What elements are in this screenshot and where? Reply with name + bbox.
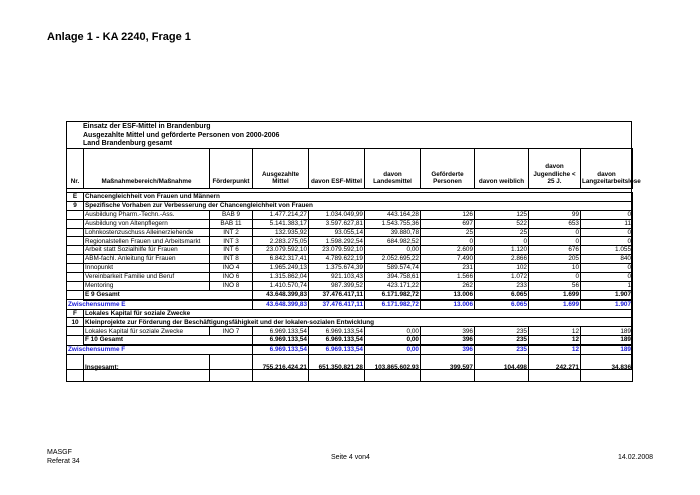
zw-mittel: 6.969.133,54 bbox=[253, 345, 309, 354]
row-weibl: 2.866 bbox=[475, 255, 529, 264]
row-foerderpunkt: INO 8 bbox=[210, 281, 253, 290]
total-landes: 103.865.602,93 bbox=[365, 355, 421, 382]
table-title bbox=[83, 123, 279, 149]
section-label: Spezifische Vorhaben zur Verbesserung der Chancengleichheit von Frauen bbox=[84, 201, 633, 210]
section-nr: E bbox=[67, 193, 84, 202]
row-pers: 262 bbox=[421, 281, 475, 290]
zw-esf: 6.969.133,54 bbox=[309, 345, 365, 354]
row-esf: 4.789.622,19 bbox=[309, 255, 365, 264]
row-weibl: 1.120 bbox=[475, 246, 529, 255]
row-nr bbox=[67, 336, 84, 345]
row-nr bbox=[67, 255, 84, 264]
page-title: Anlage 1 - KA 2240, Frage 1 bbox=[47, 31, 191, 43]
table-title-line-3: Land Brandenburg gesamt bbox=[83, 140, 173, 147]
table-row bbox=[67, 255, 633, 264]
row-weibl: 235 bbox=[475, 327, 529, 336]
row-mittel: 2.283.275,05 bbox=[253, 237, 309, 246]
row-esf: 1.598.292,54 bbox=[309, 237, 365, 246]
row-jug: 56 bbox=[529, 281, 581, 290]
subtotal-weibl: 6.065 bbox=[475, 290, 529, 299]
row-foerderpunkt: INT 8 bbox=[210, 255, 253, 264]
page-number: Seite 4 von4 bbox=[331, 454, 370, 461]
section-row bbox=[67, 193, 633, 202]
row-lang: 11 bbox=[581, 219, 633, 228]
row-pers: 231 bbox=[421, 264, 475, 273]
row-jug: 0 bbox=[529, 228, 581, 237]
row-pers: 0 bbox=[421, 237, 475, 246]
row-landes: 0,00 bbox=[365, 327, 421, 336]
row-esf: 23.079.592,10 bbox=[309, 246, 365, 255]
row-esf: 1.375.674,39 bbox=[309, 264, 365, 273]
row-mittel: 1.410.570,74 bbox=[253, 281, 309, 290]
row-label: ABM-fachl. Anleitung für Frauen bbox=[84, 255, 210, 264]
header-row bbox=[67, 149, 633, 189]
row-esf: 3.597.627,81 bbox=[309, 219, 365, 228]
col-mittel: Ausgezahlte Mittel bbox=[253, 149, 309, 189]
row-lang: 0 bbox=[581, 264, 633, 273]
subtotal-landes: 6.171.982,72 bbox=[365, 290, 421, 299]
zw-esf: 37.476.417,11 bbox=[309, 300, 365, 309]
row-mittel: 132.935,92 bbox=[253, 228, 309, 237]
zw-weibl: 235 bbox=[475, 345, 529, 354]
row-pers: 2.609 bbox=[421, 246, 475, 255]
row-nr bbox=[67, 290, 84, 299]
row-label: F 10 Gesamt bbox=[84, 336, 253, 345]
row-lang: 1 bbox=[581, 281, 633, 290]
row-landes: 394.758,61 bbox=[365, 273, 421, 282]
zw-mittel: 43.648.399,83 bbox=[253, 300, 309, 309]
col-foerderpunkt: Förderpunkt bbox=[210, 149, 253, 189]
subtotal-lang: 1.907 bbox=[581, 290, 633, 299]
row-pers: 7.490 bbox=[421, 255, 475, 264]
subtotal-jug: 12 bbox=[529, 336, 581, 345]
row-label: Innopunkt bbox=[84, 264, 210, 273]
row-esf: 921.103,43 bbox=[309, 273, 365, 282]
col-langzeit: davon Langzeitarbeitslose bbox=[581, 149, 633, 189]
col-esf: davon ESF-Mittel bbox=[309, 149, 365, 189]
zw-landes: 0,00 bbox=[365, 345, 421, 354]
row-foerderpunkt: INO 6 bbox=[210, 273, 253, 282]
row-pers: 697 bbox=[421, 219, 475, 228]
col-bereich: Maßnahmebereich/Maßnahme bbox=[84, 149, 210, 189]
row-esf: 1.034.049,99 bbox=[309, 210, 365, 219]
col-nr: Nr. bbox=[67, 149, 84, 189]
row-nr bbox=[67, 273, 84, 282]
col-personen: Geförderte Personen bbox=[421, 149, 475, 189]
row-lang: 1.055 bbox=[581, 246, 633, 255]
row-weibl: 0 bbox=[475, 237, 529, 246]
zwischensumme-row bbox=[67, 300, 633, 309]
zw-lang: 189 bbox=[581, 345, 633, 354]
row-foerderpunkt: INO 4 bbox=[210, 264, 253, 273]
total-jug: 242.271 bbox=[529, 355, 581, 382]
total-pers: 399.597 bbox=[421, 355, 475, 382]
col-jugend: davon Jugendliche < 25 J. bbox=[529, 149, 581, 189]
row-lang: 0 bbox=[581, 210, 633, 219]
row-label: E 9 Gesamt bbox=[84, 290, 253, 299]
subtotal-weibl: 235 bbox=[475, 336, 529, 345]
row-mittel: 1.965.249,13 bbox=[253, 264, 309, 273]
subtotal-esf: 6.969.133,54 bbox=[309, 336, 365, 345]
row-mittel: 1.477.214,27 bbox=[253, 210, 309, 219]
table-row bbox=[67, 246, 633, 255]
footer-referat: Referat 34 bbox=[47, 458, 80, 465]
row-landes: 443.164,28 bbox=[365, 210, 421, 219]
zw-jug: 12 bbox=[529, 345, 581, 354]
esf-table bbox=[66, 148, 641, 382]
row-jug: 10 bbox=[529, 264, 581, 273]
zw-weibl: 6.065 bbox=[475, 300, 529, 309]
row-esf: 6.969.133,54 bbox=[309, 327, 365, 336]
subtotal-mittel: 43.648.399,83 bbox=[253, 290, 309, 299]
zw-jug: 1.699 bbox=[529, 300, 581, 309]
subtotal-jug: 1.699 bbox=[529, 290, 581, 299]
row-foerderpunkt bbox=[210, 355, 253, 382]
row-jug: 0 bbox=[529, 237, 581, 246]
subtotal-row bbox=[67, 336, 633, 345]
subtotal-landes: 0,00 bbox=[365, 336, 421, 345]
row-weibl: 25 bbox=[475, 228, 529, 237]
row-foerderpunkt: INT 6 bbox=[210, 246, 253, 255]
row-label: Ausbildung von Altenpflegern bbox=[84, 219, 210, 228]
row-lang: 0 bbox=[581, 237, 633, 246]
total-esf: 651.350.821,28 bbox=[309, 355, 365, 382]
zwischensumme-row bbox=[67, 345, 633, 354]
row-lang: 189 bbox=[581, 327, 633, 336]
row-mittel: 23.079.592,10 bbox=[253, 246, 309, 255]
row-landes: 39.880,78 bbox=[365, 228, 421, 237]
row-weibl: 1.072 bbox=[475, 273, 529, 282]
row-mittel: 1.315.862,04 bbox=[253, 273, 309, 282]
row-weibl: 522 bbox=[475, 219, 529, 228]
grand-total-row bbox=[67, 355, 633, 382]
row-esf: 93.055,14 bbox=[309, 228, 365, 237]
row-pers: 126 bbox=[421, 210, 475, 219]
total-mittel: 755.216.424,21 bbox=[253, 355, 309, 382]
col-landes: davon Landesmittel bbox=[365, 149, 421, 189]
footer-date: 14.02.2008 bbox=[618, 454, 654, 461]
row-nr bbox=[67, 355, 84, 382]
row-jug: 676 bbox=[529, 246, 581, 255]
row-landes: 684.982,52 bbox=[365, 237, 421, 246]
subtotal-pers: 396 bbox=[421, 336, 475, 345]
subtotal-row bbox=[67, 290, 633, 299]
row-jug: 653 bbox=[529, 219, 581, 228]
zw-lang: 1.907 bbox=[581, 300, 633, 309]
subtotal-lang: 189 bbox=[581, 336, 633, 345]
row-weibl: 125 bbox=[475, 210, 529, 219]
row-nr bbox=[67, 210, 84, 219]
row-landes: 0,00 bbox=[365, 246, 421, 255]
row-esf: 987.399,52 bbox=[309, 281, 365, 290]
table-row bbox=[67, 228, 633, 237]
row-nr bbox=[67, 281, 84, 290]
section-label: Kleinprojekte zur Förderung der Beschäftigungsfähigkeit und der lokalen-sozialen Entwicklung bbox=[84, 318, 633, 327]
row-mittel: 5.141.383,17 bbox=[253, 219, 309, 228]
row-label: Mentoring bbox=[84, 281, 210, 290]
row-nr bbox=[67, 228, 84, 237]
row-lang: 0 bbox=[581, 273, 633, 282]
section-nr: 9 bbox=[67, 201, 84, 210]
row-foerderpunkt: INT 2 bbox=[210, 228, 253, 237]
table-row bbox=[67, 264, 633, 273]
row-nr bbox=[67, 246, 84, 255]
row-label: Regionalstellen Frauen und Arbeitsmarkt bbox=[84, 237, 210, 246]
row-pers: 25 bbox=[421, 228, 475, 237]
table-row bbox=[67, 281, 633, 290]
section-row bbox=[67, 309, 633, 318]
row-mittel: 6.842.317,41 bbox=[253, 255, 309, 264]
section-row bbox=[67, 318, 633, 327]
subtotal-pers: 13.006 bbox=[421, 290, 475, 299]
row-label: Vereinbarkeit Familie und Beruf bbox=[84, 273, 210, 282]
row-foerderpunkt: BAB 9 bbox=[210, 210, 253, 219]
row-jug: 0 bbox=[529, 273, 581, 282]
table-row bbox=[67, 219, 633, 228]
row-weibl: 102 bbox=[475, 264, 529, 273]
footer-left bbox=[47, 448, 80, 466]
row-label: Arbeit statt Sozialhilfe für Frauen bbox=[84, 246, 210, 255]
zw-pers: 13.006 bbox=[421, 300, 475, 309]
row-landes: 589.574,74 bbox=[365, 264, 421, 273]
row-foerderpunkt: INO 7 bbox=[210, 327, 253, 336]
subtotal-mittel: 6.969.133,54 bbox=[253, 336, 309, 345]
row-label: Insgesamt: bbox=[84, 355, 210, 382]
row-nr bbox=[67, 219, 84, 228]
row-foerderpunkt: BAB 11 bbox=[210, 219, 253, 228]
total-lang: 34.836 bbox=[581, 355, 633, 382]
row-nr bbox=[67, 327, 84, 336]
row-nr bbox=[67, 237, 84, 246]
row-landes: 423.171,22 bbox=[365, 281, 421, 290]
section-nr: F bbox=[67, 309, 84, 318]
section-row bbox=[67, 201, 633, 210]
row-jug: 99 bbox=[529, 210, 581, 219]
zw-pers: 396 bbox=[421, 345, 475, 354]
row-lang: 840 bbox=[581, 255, 633, 264]
row-pers: 396 bbox=[421, 327, 475, 336]
total-weibl: 104.498 bbox=[475, 355, 529, 382]
row-label: Ausbildung Pharm.-Techn.-Ass. bbox=[84, 210, 210, 219]
col-weiblich: davon weiblich bbox=[475, 149, 529, 189]
row-label: Zwischensumme E bbox=[67, 300, 253, 309]
table-title-line-1: Einsatz der ESF-Mittel in Brandenburg bbox=[83, 123, 211, 130]
table-title-line-2: Ausgezahlte Mittel und geförderte Personen von 2000-2006 bbox=[83, 131, 280, 139]
row-label: Lohnkostenzuschuss Alleinerziehende bbox=[84, 228, 210, 237]
section-nr: 10 bbox=[67, 318, 84, 327]
zw-landes: 6.171.982,72 bbox=[365, 300, 421, 309]
row-mittel: 6.969.133,54 bbox=[253, 327, 309, 336]
table-row bbox=[67, 327, 633, 336]
section-label: Chancengleichheit von Frauen und Männern bbox=[84, 193, 633, 202]
table-row bbox=[67, 237, 633, 246]
section-label: Lokales Kapital für soziale Zwecke bbox=[84, 309, 633, 318]
table-row bbox=[67, 273, 633, 282]
row-lang: 0 bbox=[581, 228, 633, 237]
row-label: Lokales Kapital für soziale Zwecke bbox=[84, 327, 210, 336]
row-nr bbox=[67, 264, 84, 273]
subtotal-esf: 37.476.417,11 bbox=[309, 290, 365, 299]
row-pers: 1.566 bbox=[421, 273, 475, 282]
row-label: Zwischensumme F bbox=[67, 345, 253, 354]
table-row bbox=[67, 210, 633, 219]
row-jug: 12 bbox=[529, 327, 581, 336]
row-foerderpunkt: INT 3 bbox=[210, 237, 253, 246]
row-landes: 2.052.695,22 bbox=[365, 255, 421, 264]
footer-org: MASGF bbox=[47, 449, 72, 456]
row-weibl: 233 bbox=[475, 281, 529, 290]
row-landes: 1.543.755,36 bbox=[365, 219, 421, 228]
row-jug: 205 bbox=[529, 255, 581, 264]
